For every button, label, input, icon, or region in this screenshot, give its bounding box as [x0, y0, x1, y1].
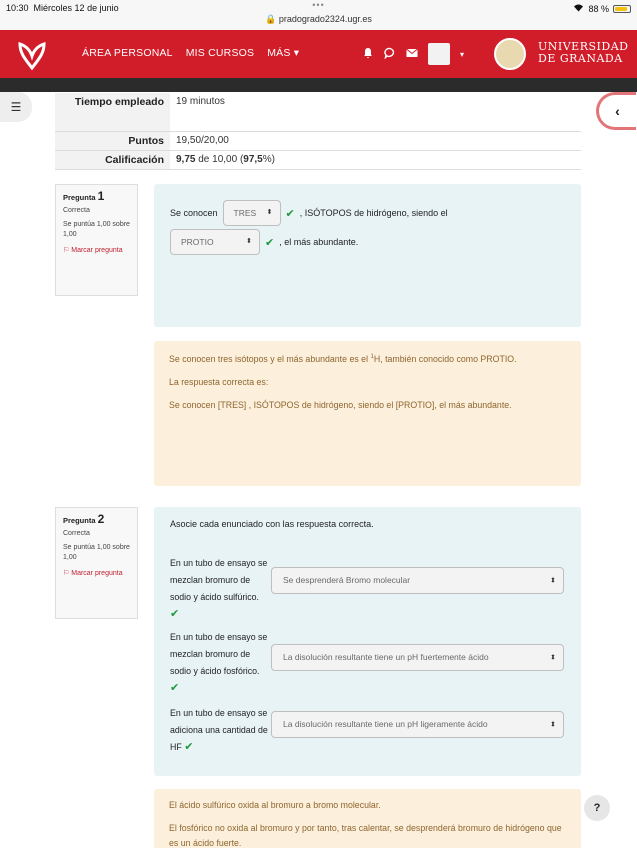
attempt-summary — [55, 93, 581, 170]
block-drawer-toggle[interactable] — [596, 92, 636, 130]
flag-question-link[interactable]: ⚐ Marcar pregunta — [63, 570, 123, 577]
nav-mis-cursos[interactable]: MIS CURSOS — [185, 47, 255, 59]
check-icon: ✔ — [265, 236, 275, 249]
question-2-feedback — [154, 789, 581, 848]
question-grade: Se puntúa 1,00 sobre 1,00 — [63, 544, 130, 561]
q2-instruction: Asocie cada enunciado con las respuesta correcta. — [170, 519, 374, 529]
user-menu-chevron-icon[interactable]: ▾ — [460, 49, 465, 59]
status-time: 10:30 Miércoles 12 de junio — [6, 3, 119, 13]
university-crest-icon — [494, 38, 526, 70]
check-icon: ✔ — [184, 741, 194, 753]
summary-row-grade: Calificación 9,75 de 10,00 (97,5%) — [55, 151, 581, 170]
bell-icon[interactable] — [362, 47, 374, 62]
q2-select-1[interactable]: Se desprenderá Bromo molecular ⬍ — [271, 567, 564, 594]
question-number: Pregunta 2 — [63, 512, 105, 526]
question-state: Correcta — [63, 207, 90, 214]
nav-area-personal[interactable]: ÁREA PERSONAL — [82, 47, 173, 59]
university-name[interactable]: UNIVERSIDAD DE GRANADA — [538, 40, 629, 65]
nav-icons — [362, 43, 464, 65]
status-bar — [0, 0, 637, 30]
q2-feedback-2: El fosfórico no oxida al bromuro y por tanto, tras calentar, se desprenderá bromuro de hidrógeno que es un ácido fuerte. — [169, 823, 562, 848]
question-grade: Se puntúa 1,00 sobre 1,00 — [63, 221, 130, 238]
flag-icon: ⚐ — [63, 247, 70, 254]
q2-feedback-1: El ácido sulfúrico oxida al bromuro a bromo molecular. — [169, 800, 381, 810]
mail-icon[interactable] — [406, 47, 418, 61]
battery-icon — [613, 5, 631, 13]
status-right — [573, 3, 631, 14]
q2-select-2[interactable]: La disolución resultante tiene un pH fuertemente ácido ⬍ — [271, 644, 564, 671]
q1-general-feedback: Se conocen tres isótopos y el más abundante es el $^1$H, también conocido como PROTIO. — [169, 353, 517, 364]
help-button[interactable]: ? — [584, 795, 610, 821]
question-1-info — [55, 184, 138, 296]
top-navbar — [0, 30, 637, 78]
url-bar[interactable]: 🔒 pradogrado2324.ugr.es — [265, 14, 372, 24]
check-icon: ✔ — [170, 682, 180, 694]
avatar[interactable] — [428, 43, 450, 65]
drawer-toggle-button[interactable] — [0, 92, 32, 122]
question-state: Correcta — [63, 530, 90, 537]
q1-text-middle: , ISÓTOPOS de hidrógeno, siendo el — [299, 208, 448, 218]
question-1-content — [154, 184, 581, 327]
wifi-icon — [573, 3, 584, 14]
q2-stem-3: En un tubo de ensayo se adiciona una cantidad de HF ✔ — [170, 708, 268, 753]
summary-row-time: Tiempo empleado 19 minutos — [55, 93, 581, 132]
q2-stem-1: En un tubo de ensayo se mezclan bromuro de sodio y ácido sulfúrico. ✔ — [170, 558, 268, 620]
q1-select-2[interactable]: PROTIO ⬍ — [170, 229, 260, 255]
nav-links — [82, 47, 299, 59]
nav-mas[interactable]: MÁS ▾ — [267, 47, 300, 59]
check-icon: ✔ — [285, 207, 295, 220]
question-1-feedback — [154, 341, 581, 486]
chevron-left-icon: ‹ — [615, 103, 620, 119]
chat-icon[interactable] — [384, 47, 396, 62]
flag-icon: ⚐ — [63, 570, 70, 577]
q1-text-after: , el más abundante. — [279, 237, 359, 247]
q1-right-answer: Se conocen [TRES] , ISÓTOPOS de hidrógeno, siendo el [PROTIO], el más abundante. — [169, 399, 512, 410]
secondary-bar — [0, 78, 637, 92]
q2-stem-2: En un tubo de ensayo se mezclan bromuro de sodio y ácido fosfórico. ✔ — [170, 632, 268, 694]
ugr-logo[interactable] — [16, 38, 48, 70]
summary-row-points: Puntos 19,50/20,00 — [55, 132, 581, 151]
menu-icon: ☰ — [10, 100, 22, 114]
check-icon: ✔ — [170, 608, 180, 620]
question-2-info — [55, 507, 138, 619]
flag-question-link[interactable]: ⚐ Marcar pregunta — [63, 247, 123, 254]
q1-text-before: Se conocen — [170, 208, 218, 218]
q2-select-3[interactable]: La disolución resultante tiene un pH ligeramente ácido ⬍ — [271, 711, 564, 738]
q1-right-answer-heading: La respuesta correcta es: — [169, 376, 269, 387]
question-number: Pregunta 1 — [63, 189, 105, 203]
tab-dots[interactable]: ••• — [312, 0, 325, 10]
q1-select-1[interactable]: TRES ⬍ — [223, 200, 281, 226]
battery-percent: 88 % — [588, 3, 609, 14]
